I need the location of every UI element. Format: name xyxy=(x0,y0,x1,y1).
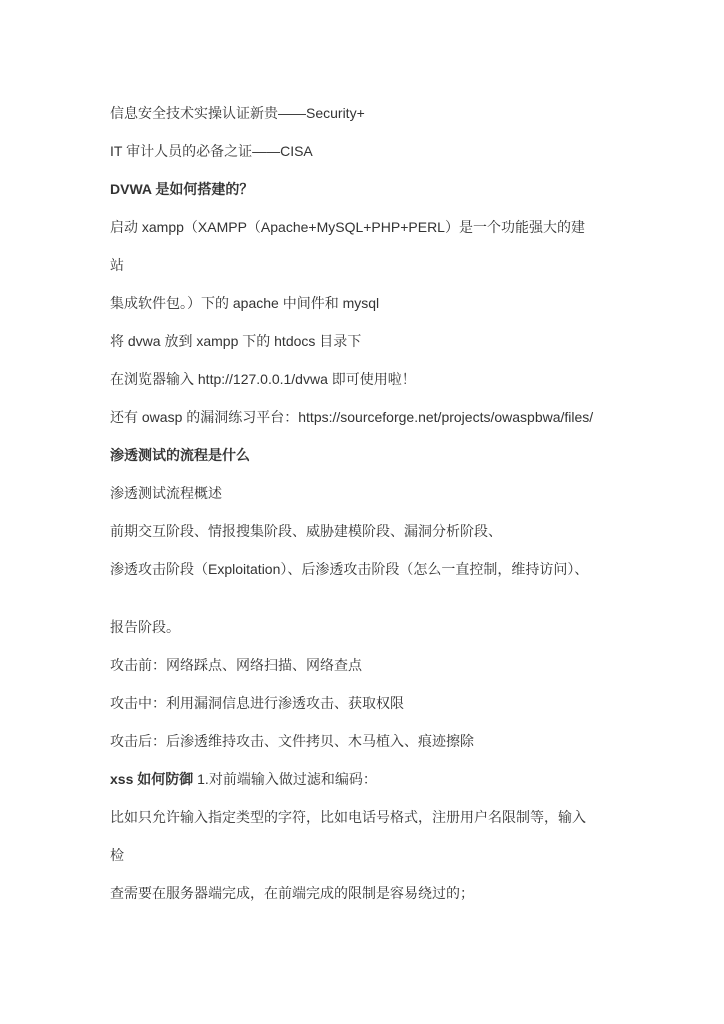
line-xss-defense xyxy=(110,770,377,788)
line-xampp-start: 启动 xampp（XAMPP（Apache+MySQL+PHP+PERL）是一个功能强大的建 xyxy=(110,219,585,235)
line-pentest-phases-1: 前期交互阶段、情报搜集阶段、威胁建模阶段、漏洞分析阶段、 xyxy=(110,523,502,539)
line-server-side-check: 查需要在服务器端完成，在前端完成的限制是容易绕过的； xyxy=(110,885,474,901)
line-input-restriction: 比如只允许输入指定类型的字符，比如电话号格式，注册用户名限制等，输入 xyxy=(110,809,586,825)
line-pentest-phases-2: 渗透攻击阶段（Exploitation）、后渗透攻击阶段（怎么一直控制，维持访问）、 xyxy=(110,561,589,577)
line-pentest-overview: 渗透测试流程概述 xyxy=(110,485,222,501)
line-owasp-platform: 还有 owasp 的漏洞练习平台：https://sourceforge.net/projects/owaspbwa/files/ xyxy=(110,409,594,425)
line-dvwa-htdocs: 将 dvwa 放到 xampp 下的 htdocs 目录下 xyxy=(110,333,362,349)
heading-xss-defense: xss 如何防御 xyxy=(110,771,194,787)
heading-dvwa: DVWA 是如何搭建的？ xyxy=(110,181,254,197)
line-after-attack: 攻击后：后渗透维持攻击、文件拷贝、木马植入、痕迹擦除 xyxy=(110,733,474,749)
line-during-attack: 攻击中：利用漏洞信息进行渗透攻击、获取权限 xyxy=(110,695,404,711)
line-xampp-package: 集成软件包。）下的 apache 中间件和 mysql xyxy=(110,295,380,311)
line-before-attack: 攻击前：网络踩点、网络扫描、网络查点 xyxy=(110,657,362,673)
line-xampp-wrap: 站 xyxy=(110,257,124,273)
line-security-plus: 信息安全技术实操认证新贵——Security+ xyxy=(110,105,365,121)
line-pentest-phases-3: 报告阶段。 xyxy=(110,619,180,635)
heading-pentest-process: 渗透测试的流程是什么 xyxy=(110,447,250,463)
line-cisa: IT 审计人员的必备之证——CISA xyxy=(110,143,313,159)
line-dvwa-url: 在浏览器输入 http://127.0.0.1/dvwa 即可使用啦！ xyxy=(110,371,416,387)
line-input-restriction-wrap: 检 xyxy=(110,847,124,863)
xss-defense-point-1: 1.对前端输入做过滤和编码： xyxy=(193,771,377,787)
